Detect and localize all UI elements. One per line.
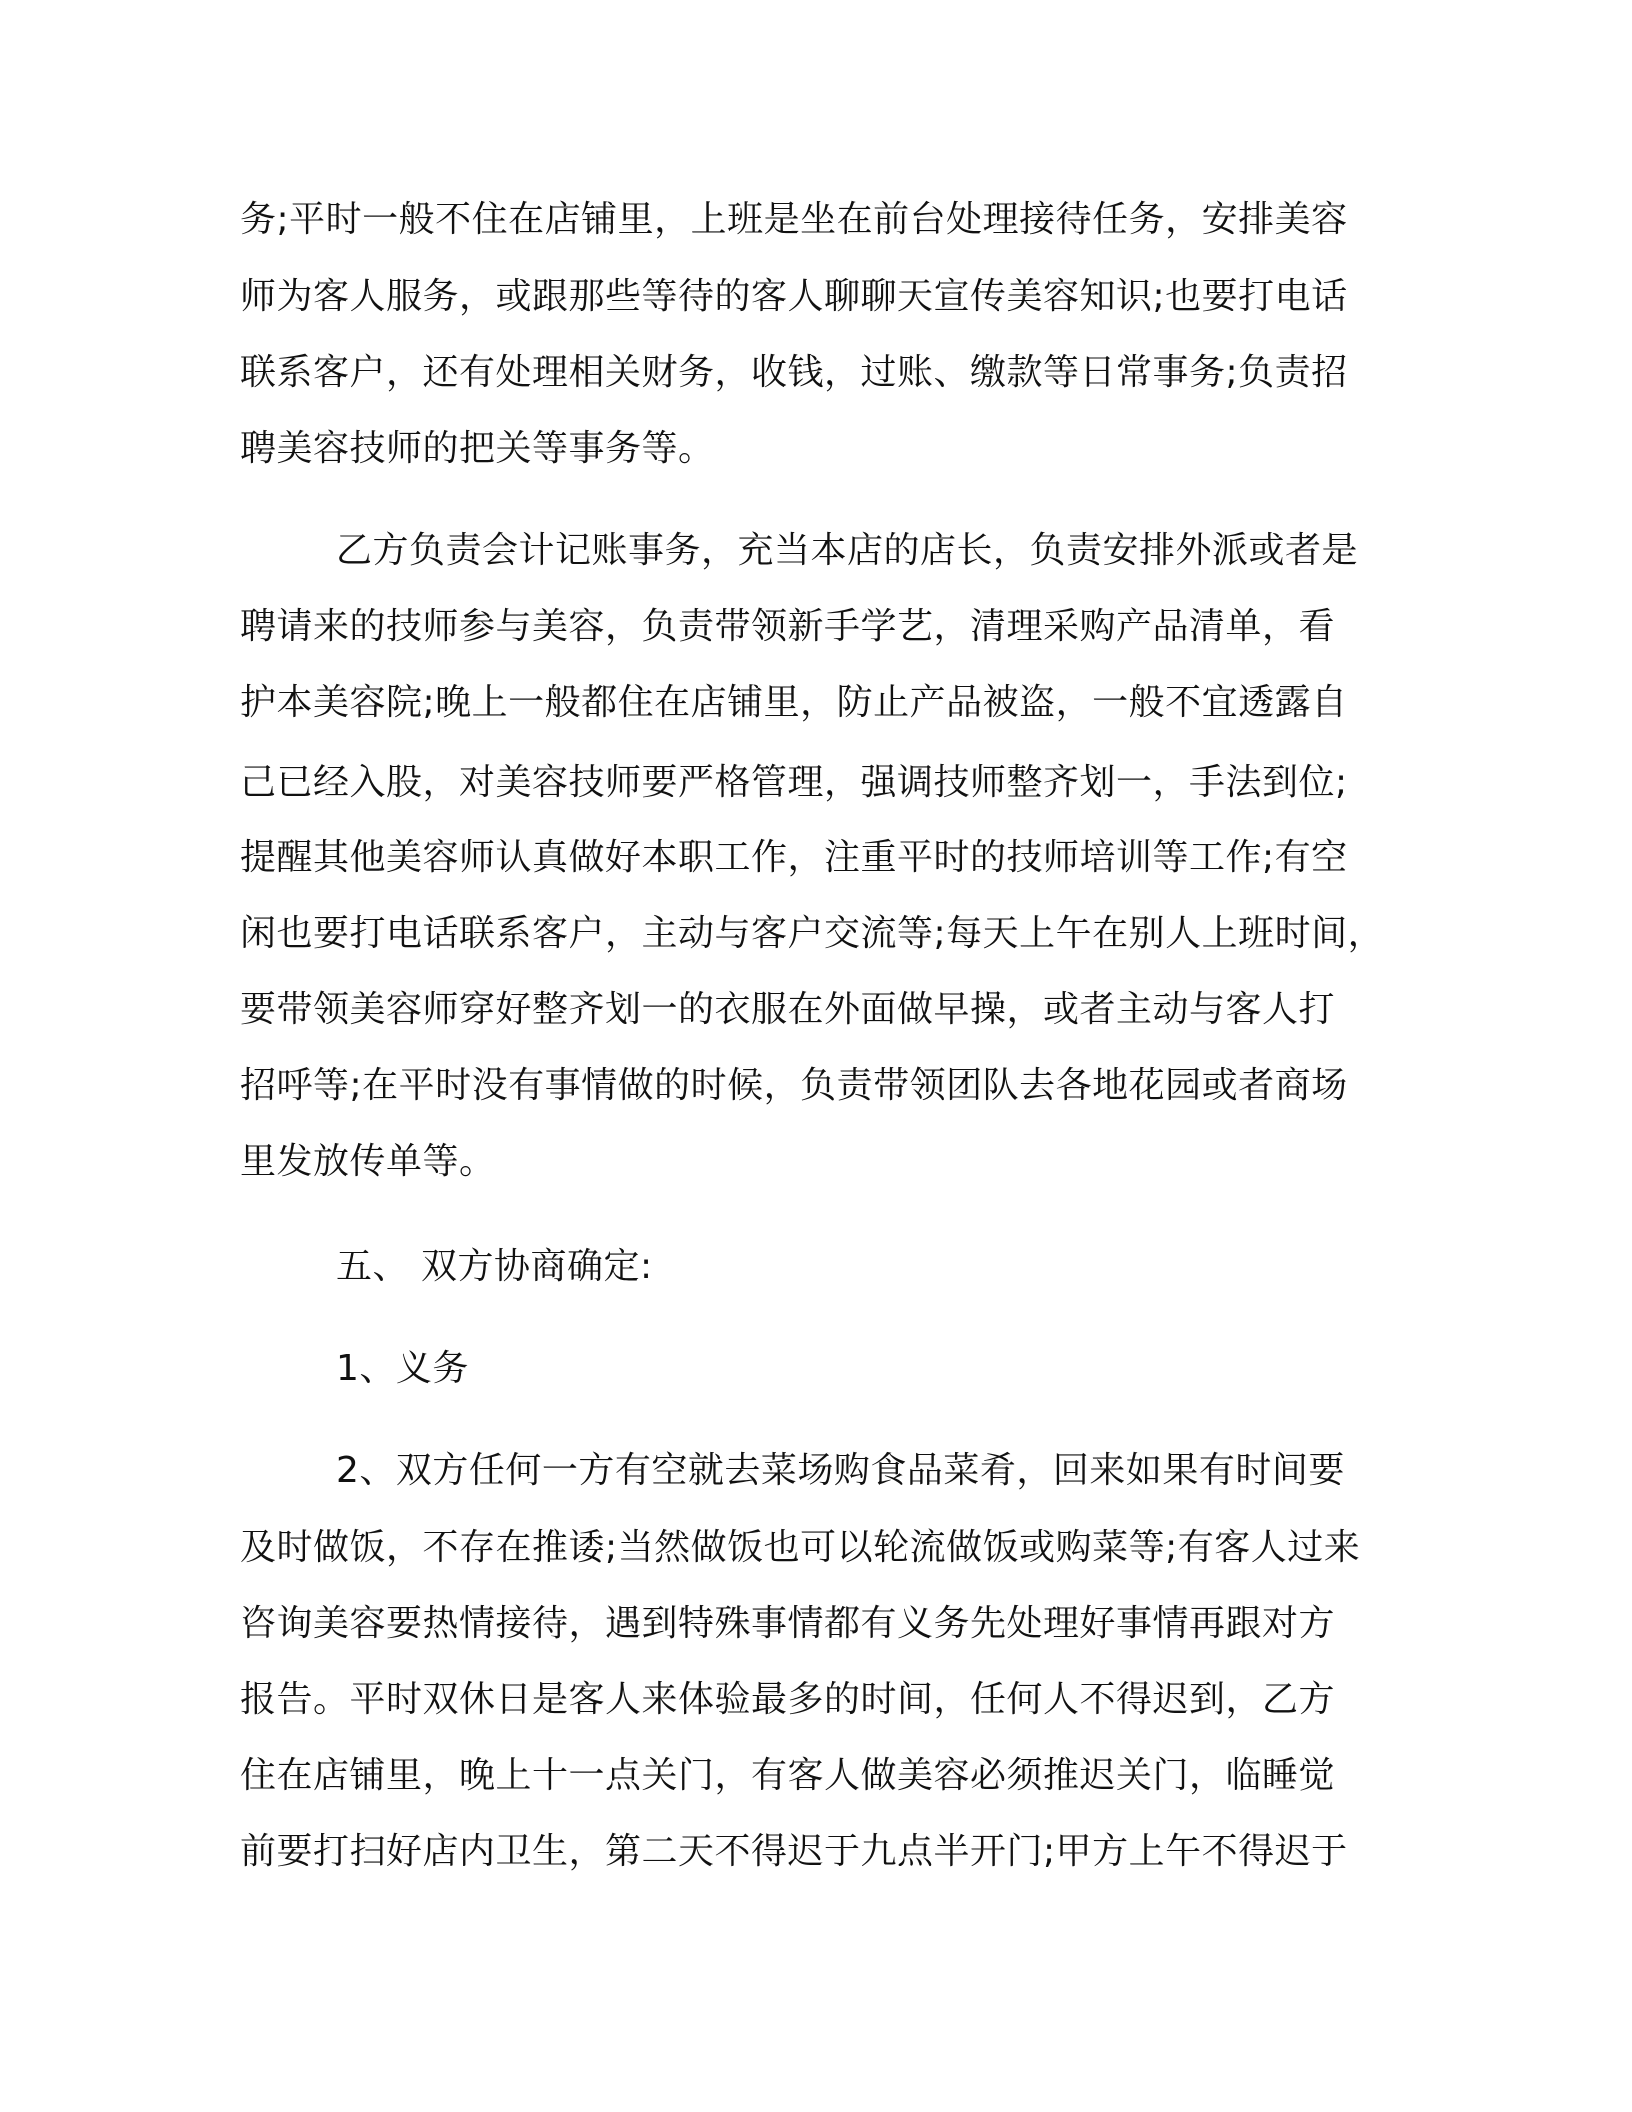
paragraph-2-line-8: 招呼等;在平时没有事情做的时候，负责带领团队去各地花园或者商场 <box>240 1065 1348 1106</box>
paragraph-2-line-9: 里发放传单等。 <box>240 1141 496 1182</box>
section-heading: 五、 双方协商确定: <box>336 1246 653 1287</box>
paragraph-2-line-6: 闲也要打电话联系客户，主动与客户交流等;每天上午在别人上班时间， <box>240 913 1385 954</box>
paragraph-1-line-2: 师为客人服务，或跟那些等待的客人聊聊天宣传美容知识;也要打电话 <box>240 276 1348 317</box>
paragraph-3-line-4: 报告。平时双休日是客人来体验最多的时间，任何人不得迟到，乙方 <box>240 1679 1336 1720</box>
paragraph-1-line-4: 聘美容技师的把关等事务等。 <box>240 428 715 469</box>
paragraph-3-line-1: 2、双方任何一方有空就去菜场购食品菜肴，回来如果有时间要 <box>336 1450 1345 1491</box>
item-1: 1、义务 <box>336 1348 469 1389</box>
paragraph-1-line-1: 务;平时一般不住在店铺里，上班是坐在前台处理接待任务，安排美容 <box>240 199 1348 240</box>
paragraph-2-line-7: 要带领美容师穿好整齐划一的衣服在外面做早操，或者主动与客人打 <box>240 989 1336 1030</box>
paragraph-2-line-4: 己已经入股，对美容技师要严格管理，强调技师整齐划一，手法到位; <box>240 762 1348 803</box>
paragraph-3-line-3: 咨询美容要热情接待，遇到特殊事情都有义务先处理好事情再跟对方 <box>240 1603 1336 1644</box>
paragraph-2-line-3: 护本美容院;晚上一般都住在店铺里，防止产品被盗，一般不宜透露自 <box>240 682 1348 723</box>
paragraph-2-line-1: 乙方负责会计记账事务，充当本店的店长，负责安排外派或者是 <box>336 530 1359 571</box>
paragraph-1-line-3: 联系客户，还有处理相关财务，收钱，过账、缴款等日常事务;负责招 <box>240 352 1348 393</box>
paragraph-3-line-5: 住在店铺里，晚上十一点关门，有客人做美容必须推迟关门，临睡觉 <box>240 1755 1336 1796</box>
paragraph-2-line-5: 提醒其他美容师认真做好本职工作，注重平时的技师培训等工作;有空 <box>240 837 1348 878</box>
paragraph-2-line-2: 聘请来的技师参与美容，负责带领新手学艺，清理采购产品清单，看 <box>240 606 1336 647</box>
paragraph-3-line-2: 及时做饭，不存在推诿;当然做饭也可以轮流做饭或购菜等;有客人过来 <box>240 1527 1361 1568</box>
paragraph-3-line-6: 前要打扫好店内卫生，第二天不得迟于九点半开门;甲方上午不得迟于 <box>240 1831 1348 1872</box>
